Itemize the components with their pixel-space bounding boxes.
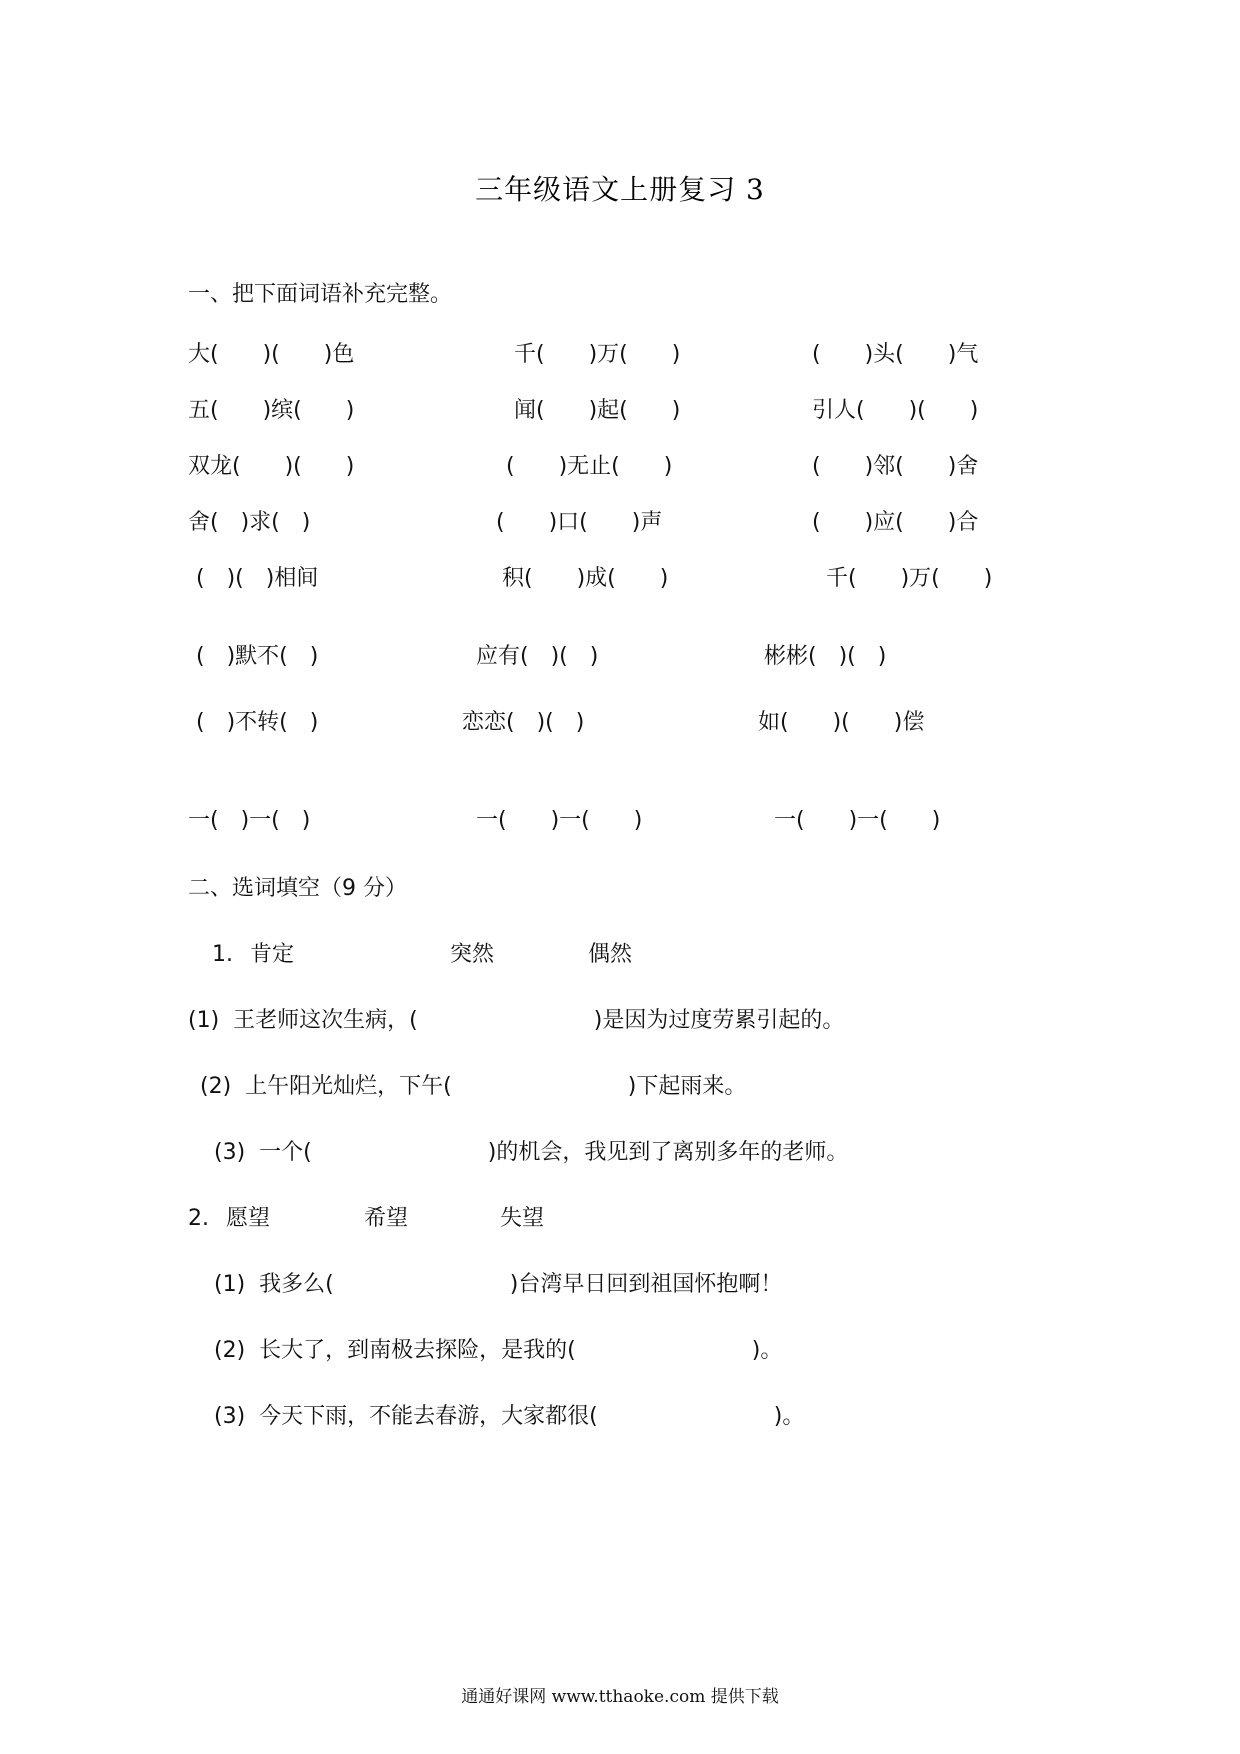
group1-word-2: 突然 [450,942,495,967]
fill-word-r7-c1: 一( )一( ) [476,808,643,833]
group1-word-3: 偶然 [588,942,633,967]
fill-word-r5-c0: ( )默不( ) [196,644,319,669]
group1-item-2: (2) 上午阳光灿烂，下午( )下起雨来。 [200,1074,747,1099]
fill-word-r1-c1: 闻( )起( ) [514,398,681,423]
group2-number: 2. [188,1206,216,1231]
group2-item-3: (3) 今天下雨，不能去春游，大家都很( )。 [214,1404,805,1429]
group2-word-3: 失望 [500,1206,545,1231]
fill-word-r6-c1: 恋恋( )( ) [462,710,585,735]
fill-word-r2-c0: 双龙( )( ) [188,454,355,479]
group1-item-3: (3) 一个( )的机会，我见到了离别多年的老师。 [214,1140,849,1165]
fill-word-r0-c2: ( )头( )气 [812,342,979,367]
fill-word-r5-c2: 彬彬( )( ) [764,644,887,669]
fill-word-r4-c2: 千( )万( ) [826,566,993,591]
group1-item-1: (1) 王老师这次生病，( )是因为过度劳累引起的。 [188,1008,845,1033]
group2-item-2: (2) 长大了，到南极去探险，是我的( )。 [214,1338,783,1363]
fill-word-r0-c0: 大( )( )色 [188,342,355,367]
fill-word-r7-c0: 一( )一( ) [188,808,311,833]
page-footer: 通通好课网 www.tthaoke.com 提供下载 [461,1687,779,1707]
fill-word-r3-c1: ( )口( )声 [496,510,663,535]
section1-heading: 一、把下面词语补充完整。 [188,282,453,307]
fill-word-r6-c0: ( )不转( ) [196,710,319,735]
fill-word-r3-c0: 舍( )求( ) [188,510,311,535]
fill-word-r7-c2: 一( )一( ) [774,808,941,833]
section2-heading: 二、选词填空（9 分） [188,876,407,901]
fill-word-r2-c1: ( )无止( ) [506,454,673,479]
fill-word-r1-c2: 引人( )( ) [812,398,979,423]
group2-word-1: 愿望 [226,1206,271,1231]
group2-word-2: 希望 [364,1206,409,1231]
group1-number: 1. [212,942,240,967]
fill-word-r2-c2: ( )邻( )舍 [812,454,979,479]
page-title: 三年级语文上册复习 3 [475,173,765,206]
group2-item-1: (1) 我多么( )台湾早日回到祖国怀抱啊！ [214,1272,783,1297]
fill-word-r0-c1: 千( )万( ) [514,342,681,367]
fill-word-r3-c2: ( )应( )合 [812,510,979,535]
fill-word-r5-c1: 应有( )( ) [476,644,599,669]
fill-word-r4-c1: 积( )成( ) [502,566,669,591]
fill-word-r6-c2: 如( )( )偿 [758,710,925,735]
group1-word-1: 肯定 [250,942,295,967]
fill-word-r4-c0: ( )( )相间 [196,566,319,591]
fill-word-r1-c0: 五( )缤( ) [188,398,355,423]
